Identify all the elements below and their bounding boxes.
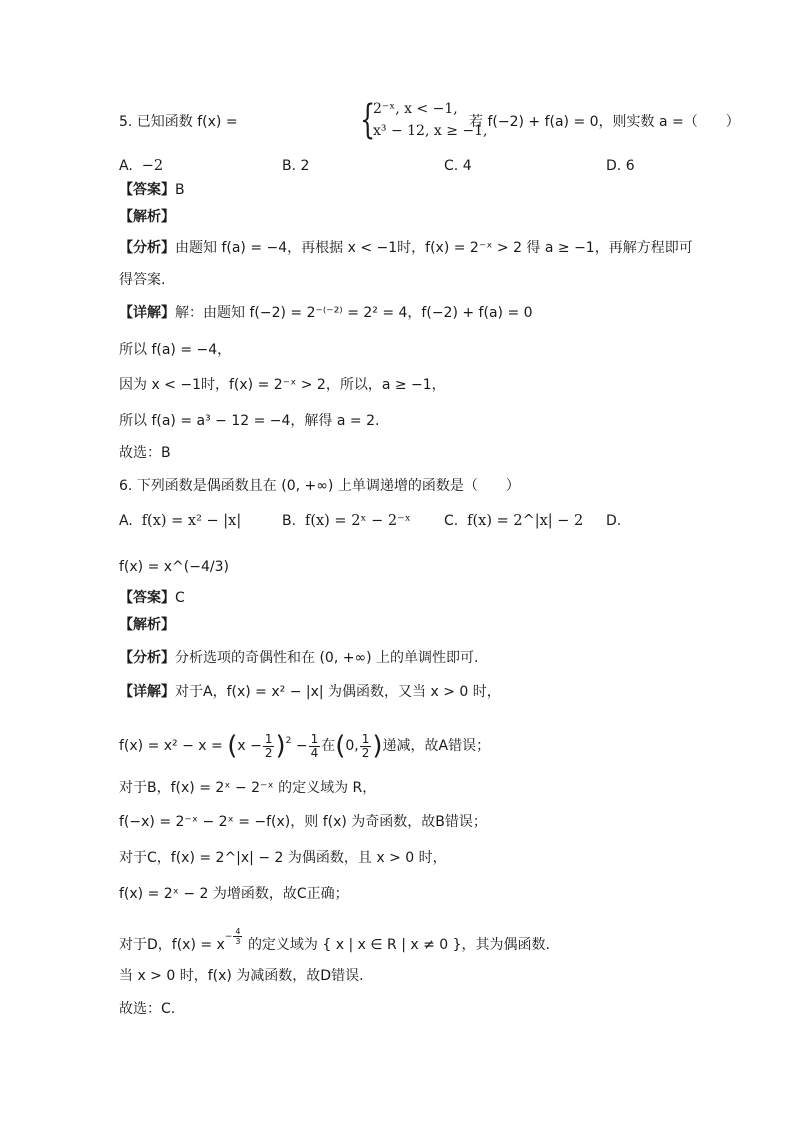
option-text: f(x) = x² − |x|	[141, 513, 242, 529]
q6-line-d1: 对于D，$f(x) = x^{- \frac{4}{3}}$ 的定义域为 { x | x ∈ R | x ≠ 0 }，其为偶函数.	[119, 927, 551, 953]
q6-line-b1: 对于B，f(x) = 2ˣ − 2⁻ˣ 的定义域为 R，	[119, 780, 377, 796]
q5-stem-prefix: 5. 已知函数 f(x) =	[119, 114, 238, 130]
line-d1-prefix: 对于D，f(x) = x	[119, 937, 225, 953]
option-text: 6	[625, 158, 635, 174]
q6-option-c	[444, 511, 583, 531]
q6-option-b	[282, 511, 411, 531]
fraction-quarter: $\frac{1}{4}$	[310, 731, 319, 760]
q5-line4: 所以 f(a) = a³ − 12 = −4，解得 a = 2.	[119, 413, 380, 429]
option-label: D.	[606, 513, 622, 529]
q5-option-a	[119, 156, 163, 176]
q5-stem-suffix: 若 f(−2) + f(a) = 0，则实数 a =（ ）	[469, 114, 740, 130]
q5-line3: 因为 x < −1时，f(x) = 2⁻ˣ > 2，所以，a ≥ −1，	[119, 377, 446, 393]
q5-option-b	[282, 156, 309, 176]
option-label: A.	[119, 158, 133, 174]
option-label: C.	[444, 158, 459, 174]
piecewise-brace: {	[360, 97, 376, 143]
q6-line-a2: f(x) = x² − x = (x − $\frac{1}{2}$ )$^2$ − $\frac{1}{4}$ 在(0, $\frac{1}{2}$ )递减，故A错误；	[119, 731, 491, 761]
paren-open: (	[227, 731, 238, 761]
option-label: C.	[444, 513, 459, 529]
q6-analysis-tag	[119, 615, 175, 635]
q6-option-d	[606, 511, 621, 531]
answer-tag: 【答案】	[119, 590, 175, 606]
answer-value: B	[175, 182, 185, 198]
q5-option-d	[606, 156, 635, 176]
q6-line-c2: f(x) = 2ˣ − 2 为增函数，故C正确；	[119, 886, 349, 902]
q6-option-d-text: f(x) = x^(−4/3)	[119, 559, 229, 575]
option-text: 2	[300, 158, 310, 174]
fraction-half-2: $\frac{1}{2}$	[361, 731, 370, 760]
answer-tag: 【答案】	[119, 182, 175, 198]
fenxi-text: 分析选项的奇偶性和在 (0, +∞) 上的单调性即可.	[175, 650, 479, 666]
xiangjie-text: 对于A，f(x) = x² − |x| 为偶函数，又当 x > 0 时，	[175, 684, 501, 700]
q6-answer	[119, 588, 185, 608]
xiangjie-tag: 【详解】	[119, 684, 175, 700]
q5-analysis-tag	[119, 207, 175, 227]
line-a2-prefix: f(x) = x² − x =	[119, 738, 228, 754]
q6-line-d2: 当 x > 0 时，f(x) 为减函数，故D错误.	[119, 968, 364, 984]
answer-value: C	[175, 590, 185, 606]
q6-xiangjie	[119, 682, 501, 702]
q6-fenxi	[119, 648, 478, 668]
q5-line2: 所以 f(a) = −4，	[119, 342, 232, 358]
analysis-tag: 【解析】	[119, 617, 175, 633]
fenxi-tag: 【分析】	[119, 240, 175, 256]
q5-answer	[119, 180, 185, 200]
exponent-fraction: $\frac{4}{3}$	[235, 927, 241, 946]
q6-line-b2: f(−x) = 2⁻ˣ − 2ˣ = −f(x)，则 f(x) 为奇函数，故B错误；	[119, 814, 487, 830]
q5-option-c	[444, 156, 472, 176]
option-label: A.	[119, 513, 133, 529]
option-text: −2	[141, 158, 164, 174]
q6-option-a	[119, 511, 241, 531]
option-label: B.	[282, 158, 297, 174]
option-text: f(x) = 2^|x| − 2	[467, 513, 584, 529]
q5-case-2: x³ − 12, x ≥ −1,	[373, 123, 488, 139]
fenxi-text: 由题知 f(a) = −4，再根据 x < −1时，f(x) = 2⁻ˣ > 2 得 a ≥ −1，再解方程即可	[175, 240, 693, 256]
fenxi-tag: 【分析】	[119, 650, 175, 666]
q5-fenxi-line2: 得答案.	[119, 272, 166, 288]
xiangjie-tag: 【详解】	[119, 305, 175, 321]
paren-close: )	[275, 731, 286, 761]
interval-close: )	[372, 731, 383, 761]
line-a2-suffix: 在	[321, 738, 336, 754]
line-d1-suffix: 的定义域为 { x | x ∈ R | x ≠ 0 }，其为偶函数.	[247, 937, 551, 953]
q5-conclusion: 故选：B	[119, 445, 171, 461]
option-label: B.	[282, 513, 297, 529]
fraction-half: $\frac{1}{2}$	[264, 731, 273, 760]
xiangjie-text: 解：由题知 f(−2) = 2⁻⁽⁻²⁾ = 2² = 4，f(−2) + f(a) = 0	[175, 305, 533, 321]
interval-open: (	[335, 731, 346, 761]
q6-conclusion: 故选：C.	[119, 1001, 176, 1017]
q5-case-1: 2⁻ˣ, x < −1,	[373, 101, 458, 117]
option-label: D.	[606, 158, 622, 174]
q5-fenxi	[119, 238, 693, 258]
q6-line-c1: 对于C，f(x) = 2^|x| − 2 为偶函数，且 x > 0 时，	[119, 850, 447, 866]
analysis-tag: 【解析】	[119, 209, 175, 225]
q5-xiangjie	[119, 303, 533, 323]
q6-stem: 6. 下列函数是偶函数且在 (0, +∞) 上单调递增的函数是（ ）	[119, 478, 520, 494]
line-a2-end: 递减，故A错误；	[382, 738, 491, 754]
option-text: f(x) = 2ˣ − 2⁻ˣ	[304, 513, 411, 529]
option-text: 4	[462, 158, 472, 174]
